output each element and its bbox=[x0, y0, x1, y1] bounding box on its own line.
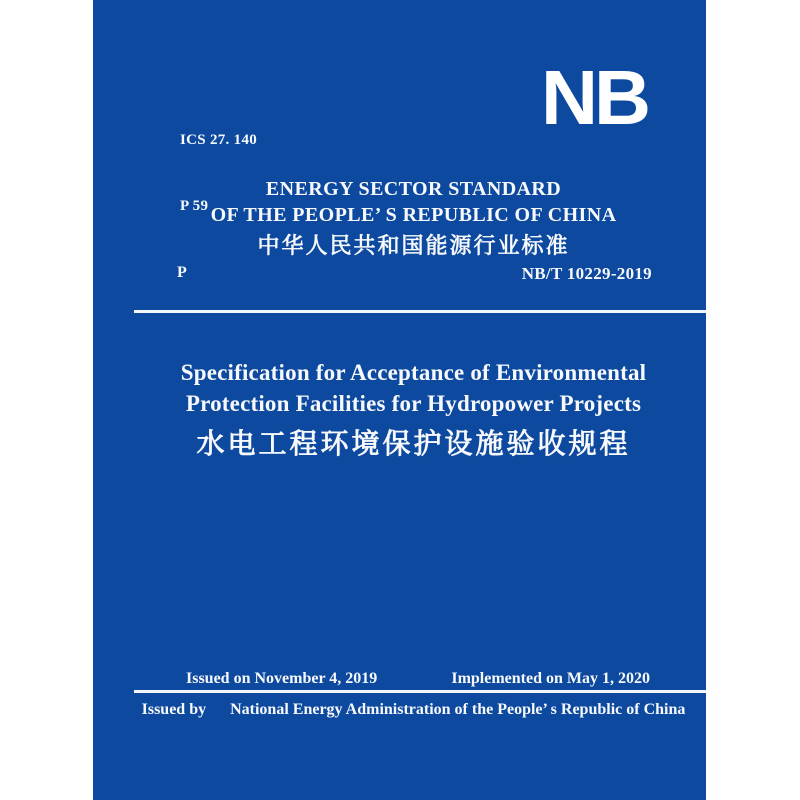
standard-header bbox=[121, 176, 706, 260]
issuer-row bbox=[121, 701, 706, 719]
title-en-line1: Specification for Acceptance of Environmental bbox=[180, 360, 647, 385]
standard-cover bbox=[93, 0, 706, 800]
implemented-on-date: Implemented on May 1, 2020 bbox=[451, 670, 650, 687]
standard-number: NB/T 10229-2019 bbox=[521, 264, 652, 283]
issued-on-date: Issued on November 4, 2019 bbox=[186, 670, 378, 687]
title-en-line2: Protection Facilities for Hydropower Projects bbox=[185, 391, 642, 416]
ics-code: ICS 27. 140 bbox=[180, 132, 258, 148]
header-line1-en: ENERGY SECTOR STANDARD bbox=[265, 178, 562, 200]
header-line3-cn: 中华人民共和国能源行业标准 bbox=[257, 233, 570, 258]
issuer-name: National Energy Administration of the People’ s Republic of China bbox=[230, 701, 686, 718]
bottom-divider-rule bbox=[134, 690, 706, 693]
nb-logo: NB bbox=[541, 54, 648, 141]
standard-title bbox=[121, 357, 706, 462]
top-divider-rule bbox=[134, 310, 706, 313]
header-line2-en: OF THE PEOPLE’ S REPUBLIC OF CHINA bbox=[210, 204, 617, 226]
doc-class-letter: P bbox=[177, 264, 187, 281]
issued-by-label: Issued by bbox=[141, 701, 207, 718]
title-cn: 水电工程环境保护设施验收规程 bbox=[196, 429, 631, 460]
classification-code: P 59 bbox=[180, 198, 209, 214]
